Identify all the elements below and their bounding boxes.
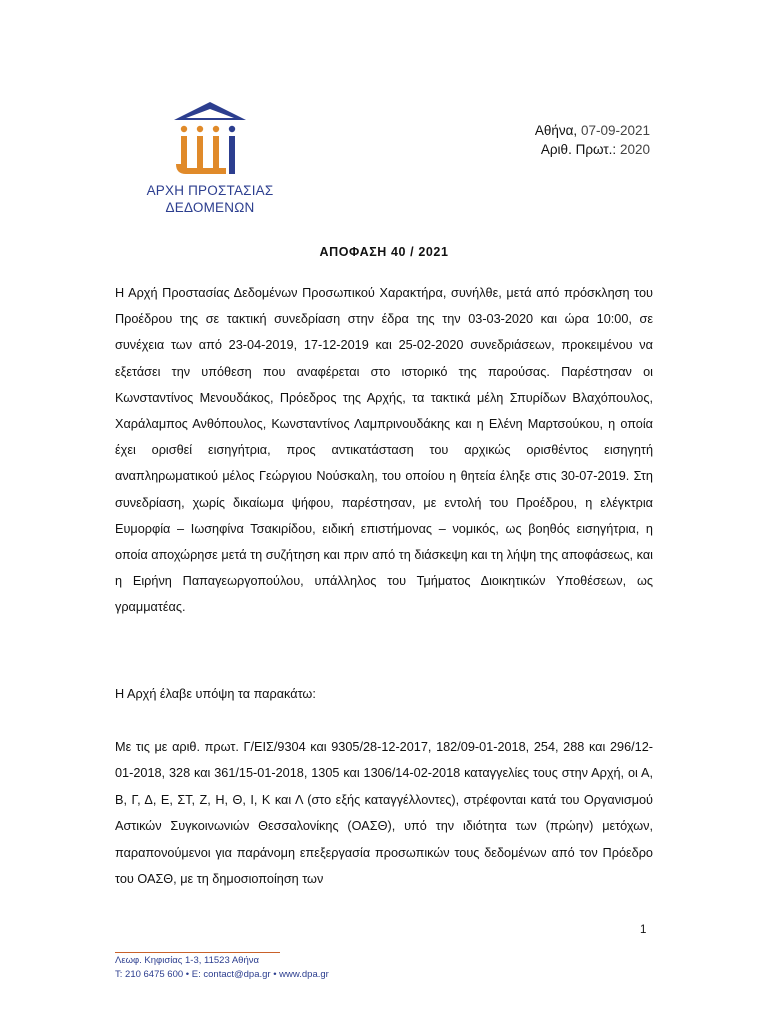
date-line xyxy=(520,121,650,140)
paragraph-session: Η Αρχή Προστασίας Δεδομένων Προσωπικού Χαρακτήρα, συνήλθε, μετά από πρόσκληση του Προέδρου της σε τακτική συνεδρίαση στην έδρα της την 03-03-2020 και ώρα 10:00, σε συνέχεια των από 23-04-2019, 17-12-2019 και 25-02-2020 συνεδριάσεων, προκειμένου να εξετάσει την υπόθεση που αναφέρεται στο ιστορικό της παρούσας. Παρέστησαν οι Κωνσταντίνος Μενουδάκος, Πρόεδρος της Αρχής, τα τακτικά μέλη Σπυρίδων Βλαχόπουλος, Χαράλαμπος Ανθόπουλος, Κωνσταντίνος Λαμπρινουδάκης και η Ελένη Μαρτσούκου, η οποία έχει ορισθεί εισηγήτρια, προς αντικατάσταση του αρχικώς ορισθέντος εισηγητή αναπληρωματικού μέλος Γεώργιου Νούσκαλη, του οποίου η θητεία έληξε στις 30-07-2019. Στη συνεδρίαση, χωρίς δικαίωμα ψήφου, παρέστησαν, με εντολή του Προέδρου, η ελέγκτρια Ευμορφία – Ιωσηφίνα Τσακιρίδου, ειδική επιστήμονας – νομικός, ως βοηθός εισηγήτρια, η οποία αποχώρησε μετά τη συζήτηση και πριν από τη διάσκεψη και τη λήψη της αποφάσεως, και η Ειρήνη Παπαγεωργοπούλου, υπάλληλος του Τμήματος Διοικητικών Υποθέσεων, ως γραμματέας. xyxy=(115,286,653,615)
footer xyxy=(115,954,329,982)
authority-logo xyxy=(140,100,280,215)
building-columns-icon xyxy=(170,100,250,180)
logo-text xyxy=(140,182,280,216)
document-meta xyxy=(520,121,650,159)
paragraph-considered: Η Αρχή έλαβε υπόψη τα παρακάτω: xyxy=(115,687,316,701)
logo-text-line2: ΔΕΔΟΜΕΝΩΝ xyxy=(165,200,255,215)
place-label: Αθήνα, xyxy=(534,123,578,138)
paragraph-complaints: Με τις με αριθ. πρωτ. Γ/ΕΙΣ/9304 και 9305/28-12-2017, 182/09-01-2018, 254, 288 και 296/12-01-2018, 328 και 361/15-01-2018, 1305 και 1306/14-02-2018 καταγγελίες τους στην Αρχή, οι Α, Β, Γ, Δ, Ε, ΣΤ, Ζ, Η, Θ, Ι, Κ και Λ (στο εξής καταγγέλλοντες), στρέφονται κατά του Οργανισμού Αστικών Συγκοινωνιών Θεσσαλονίκης (ΟΑΣΘ), υπό την ιδιότητα των (πρώην) μετόχων, παραπονούμενοι για παράνομη επεξεργασία προσωπικών τους δεδομένων από τον Πρόεδρο του ΟΑΣΘ, με τη δημοσιοποίηση των xyxy=(115,740,653,887)
logo-text-line1: ΑΡΧΗ ΠΡΟΣΤΑΣΙΑΣ xyxy=(146,183,274,198)
document-date: 07-09-2021 xyxy=(580,123,650,138)
footer-address: Λεωφ. Κηφισίας 1-3, 11523 Αθήνα xyxy=(115,955,259,966)
protocol-line xyxy=(520,140,650,159)
footer-divider xyxy=(115,952,280,953)
decision-title: ΑΠΟΦΑΣΗ 40 / 2021 xyxy=(319,245,449,259)
page-number: 1 xyxy=(640,924,647,936)
protocol-label: Αριθ. Πρωτ.: xyxy=(540,142,617,157)
footer-contacts: Τ: 210 6475 600 • E: contact@dpa.gr • www.dpa.gr xyxy=(115,969,329,980)
protocol-number: 2020 xyxy=(619,142,650,157)
